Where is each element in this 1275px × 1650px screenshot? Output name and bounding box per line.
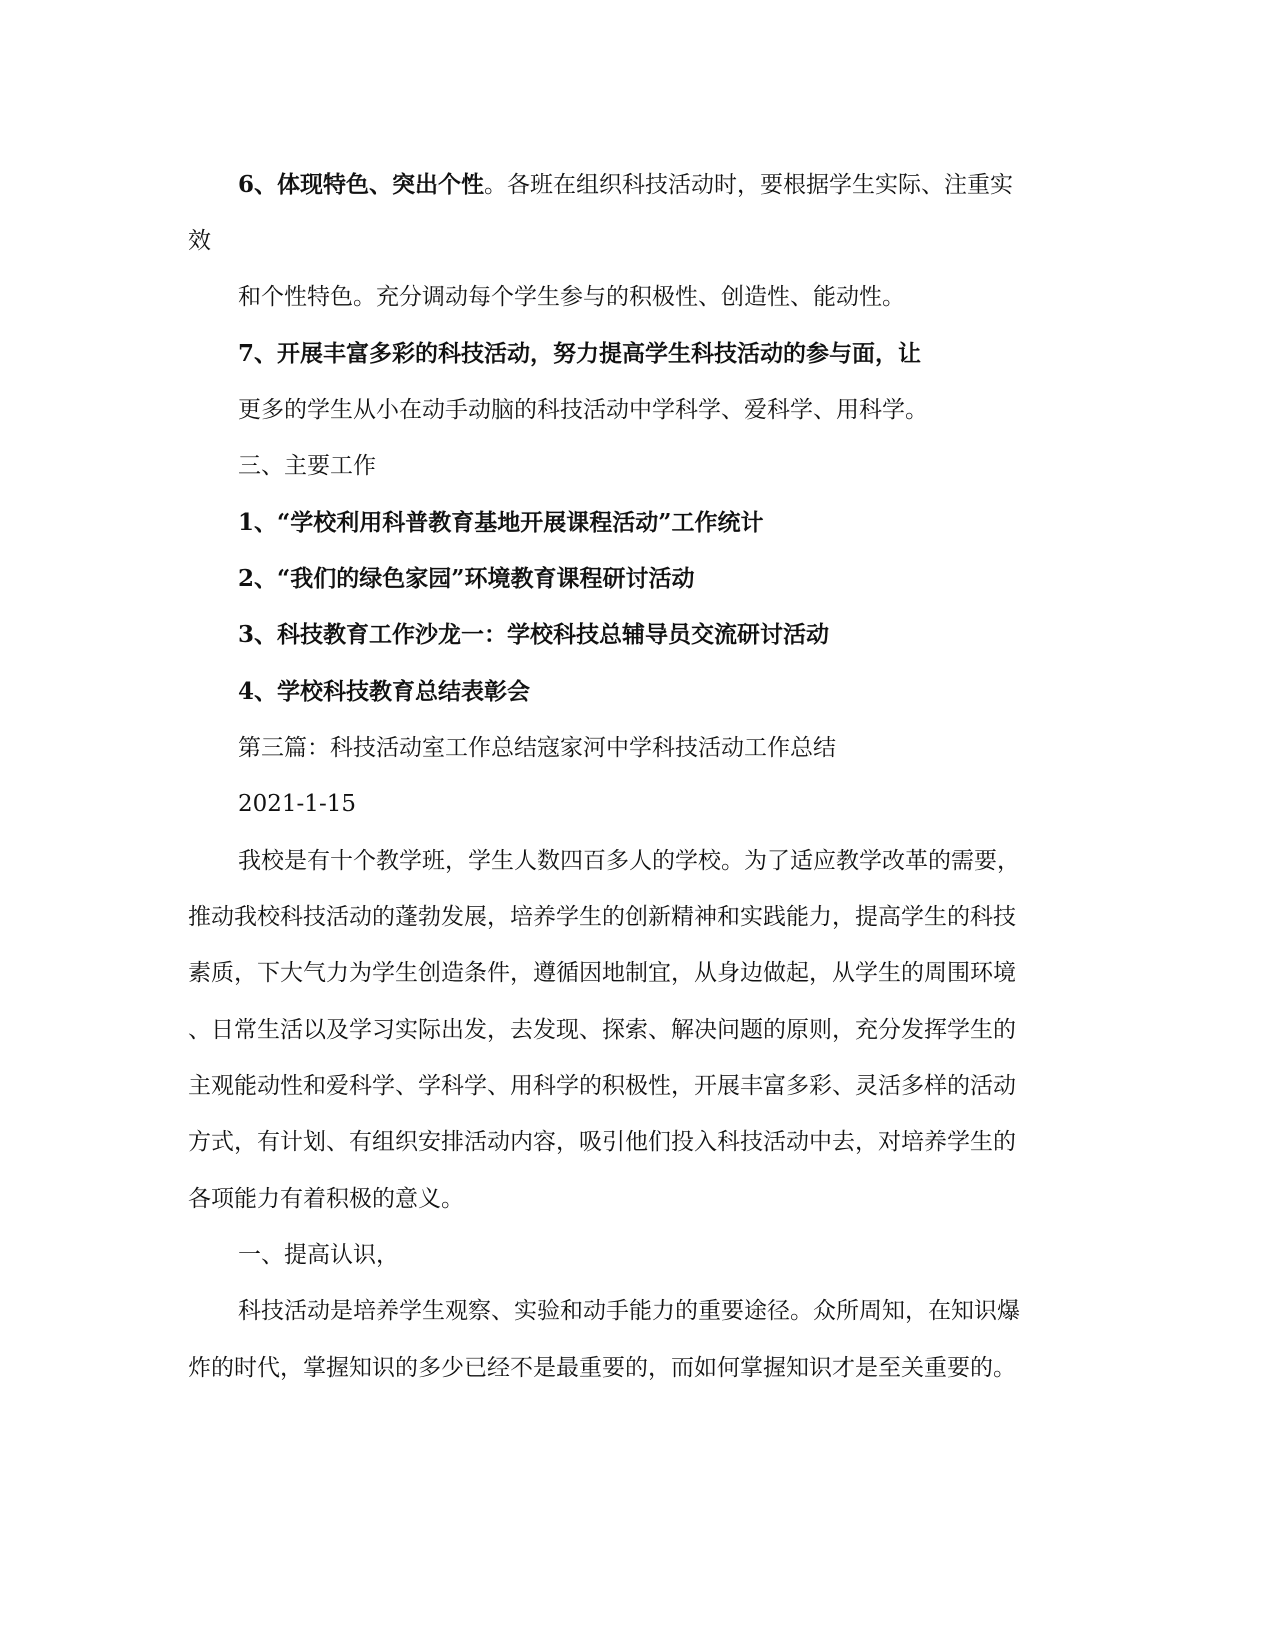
work-item-4: 4、学校科技教育总结表彰会 <box>238 678 531 705</box>
item6-line1 <box>238 168 1013 202</box>
article3-title: 第三篇：科技活动室工作总结寇家河中学科技活动工作总结 <box>238 735 836 761</box>
para2-line-2: 炸的时代，掌握知识的多少已经不是最重要的，而如何掌握知识才是至关重要的。 <box>188 1355 1016 1381</box>
para1-line-7: 各项能力有着积极的意义。 <box>188 1186 464 1212</box>
para1-line-4: 、日常生活以及学习实际出发，去发现、探索、解决问题的原则，充分发挥学生的 <box>188 1017 1016 1043</box>
para2-line-1: 科技活动是培养学生观察、实验和动手能力的重要途径。众所周知，在知识爆 <box>238 1298 1020 1324</box>
item7-text: 更多的学生从小在动手动脑的科技活动中学科学、爱科学、用科学。 <box>238 397 928 423</box>
work-item-2: 2、“我们的绿色家园”环境教育课程研讨活动 <box>238 565 695 592</box>
para1-line-1: 我校是有十个教学班，学生人数四百多人的学校。为了适应教学改革的需要， <box>238 848 1020 874</box>
para1-line-6: 方式，有计划、有组织安排活动内容，吸引他们投入科技活动中去，对培养学生的 <box>188 1129 1016 1155</box>
para1-line-2: 推动我校科技活动的蓬勃发展，培养学生的创新精神和实践能力，提高学生的科技 <box>188 904 1016 930</box>
item6-text: 。各班在组织科技活动时，要根据学生实际、注重实 <box>484 172 1014 198</box>
section1-title: 一、提高认识， <box>238 1242 399 1268</box>
work-item-3: 3、科技教育工作沙龙一：学校科技总辅导员交流研讨活动 <box>238 621 830 648</box>
item6-line2: 效 <box>188 228 211 254</box>
para1-line-5: 主观能动性和爱科学、学科学、用科学的积极性，开展丰富多彩、灵活多样的活动 <box>188 1073 1016 1099</box>
item7-heading: 7、开展丰富多彩的科技活动，努力提高学生科技活动的参与面，让 <box>238 340 922 367</box>
para1-line-3: 素质，下大气力为学生创造条件，遵循因地制宜，从身边做起，从学生的周围环境 <box>188 960 1016 986</box>
work-item-1: 1、“学校利用科普教育基地开展课程活动”工作统计 <box>238 509 764 536</box>
item6-heading: 6、体现特色、突出个性 <box>238 171 485 198</box>
section3-title: 三、主要工作 <box>238 453 376 479</box>
date: 2021-1-15 <box>238 791 356 817</box>
item6-line3: 和个性特色。充分调动每个学生参与的积极性、创造性、能动性。 <box>238 284 905 310</box>
